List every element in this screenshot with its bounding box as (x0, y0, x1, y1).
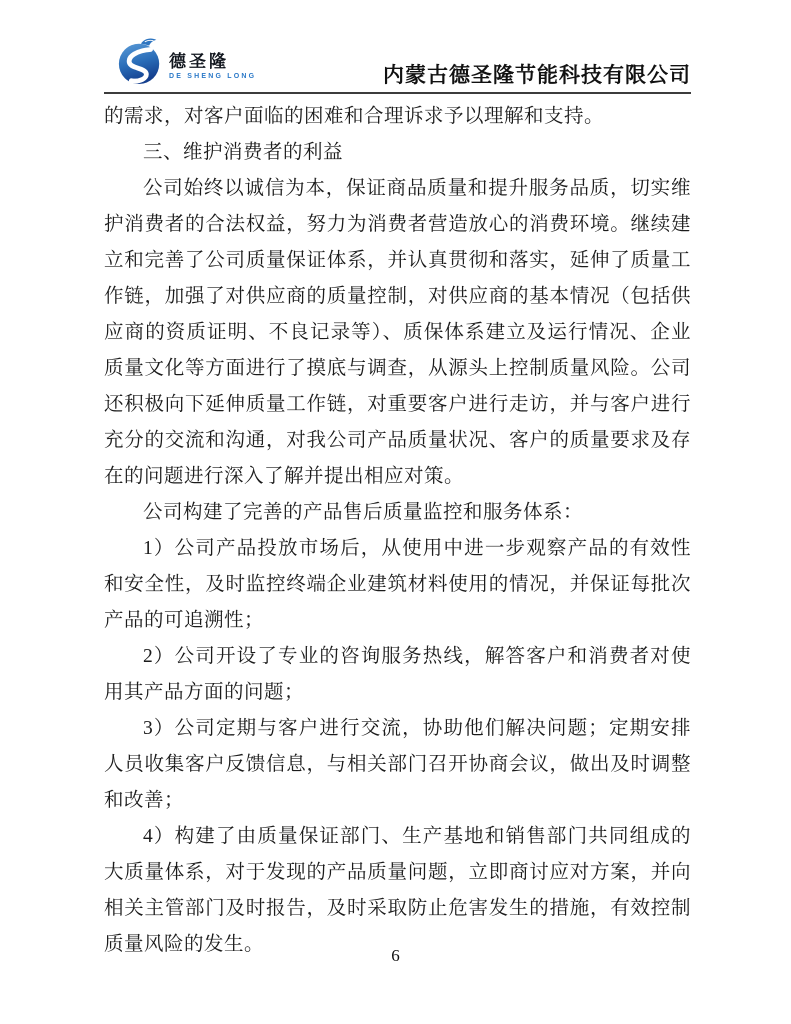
document-body (104, 99, 691, 963)
list-item-paragraph: 1）公司产品投放市场后，从使用中进一步观察产品的有效性和安全性，及时监控终端企业建筑材料使用的情况，并保证每批次产品的可追溯性； (104, 538, 691, 631)
list-item-paragraph: 2）公司开设了专业的咨询服务热线，解答客户和消费者对使用其产品方面的问题； (104, 646, 691, 703)
page-header (104, 34, 691, 94)
company-name: 内蒙古德圣隆节能科技有限公司 (383, 63, 691, 87)
company-logo (116, 36, 256, 86)
logo-wordmark (169, 53, 256, 80)
dragon-s-logo-icon (116, 36, 164, 86)
body-paragraph: 公司始终以诚信为本，保证商品质量和提升服务品质，切实维护消费者的合法权益，努力为消费者营造放心的消费环境。继续建立和完善了公司质量保证体系，并认真贯彻和落实，延伸了质量工作链，加强了对供应商的质量控制，对供应商的基本情况（包括供应商的资质证明、不良记录等）、质保体系建立及运行情况、企业质量文化等方面进行了摸底与调查，从源头上控制质量风险。公司还积极向下延伸质量工作链，对重要客户进行走访，并与客户进行充分的交流和沟通，对我公司产品质量状况、客户的质量要求及存在的问题进行深入了解并提出相应对策。 (104, 178, 691, 487)
logo-chinese-name: 德圣隆 (169, 51, 229, 71)
body-paragraph: 的需求，对客户面临的困难和合理诉求予以理解和支持。 (104, 106, 605, 127)
list-item-paragraph: 4）构建了由质量保证部门、生产基地和销售部门共同组成的大质量体系，对于发现的产品质量问题，立即商讨应对方案，并向相关主管部门及时报告，及时采取防止危害发生的措施，有效控制质量风险的发生。 (104, 826, 691, 955)
list-item-paragraph: 3）公司定期与客户进行交流，协助他们解决问题；定期安排人员收集客户反馈信息，与相关部门召开协商会议，做出及时调整和改善； (104, 718, 691, 811)
logo-english-name: DE SHENG LONG (169, 72, 257, 80)
section-heading: 三、维护消费者的利益 (143, 142, 344, 163)
body-paragraph: 公司构建了完善的产品售后质量监控和服务体系： (143, 502, 584, 523)
page-number: 6 (391, 946, 400, 965)
